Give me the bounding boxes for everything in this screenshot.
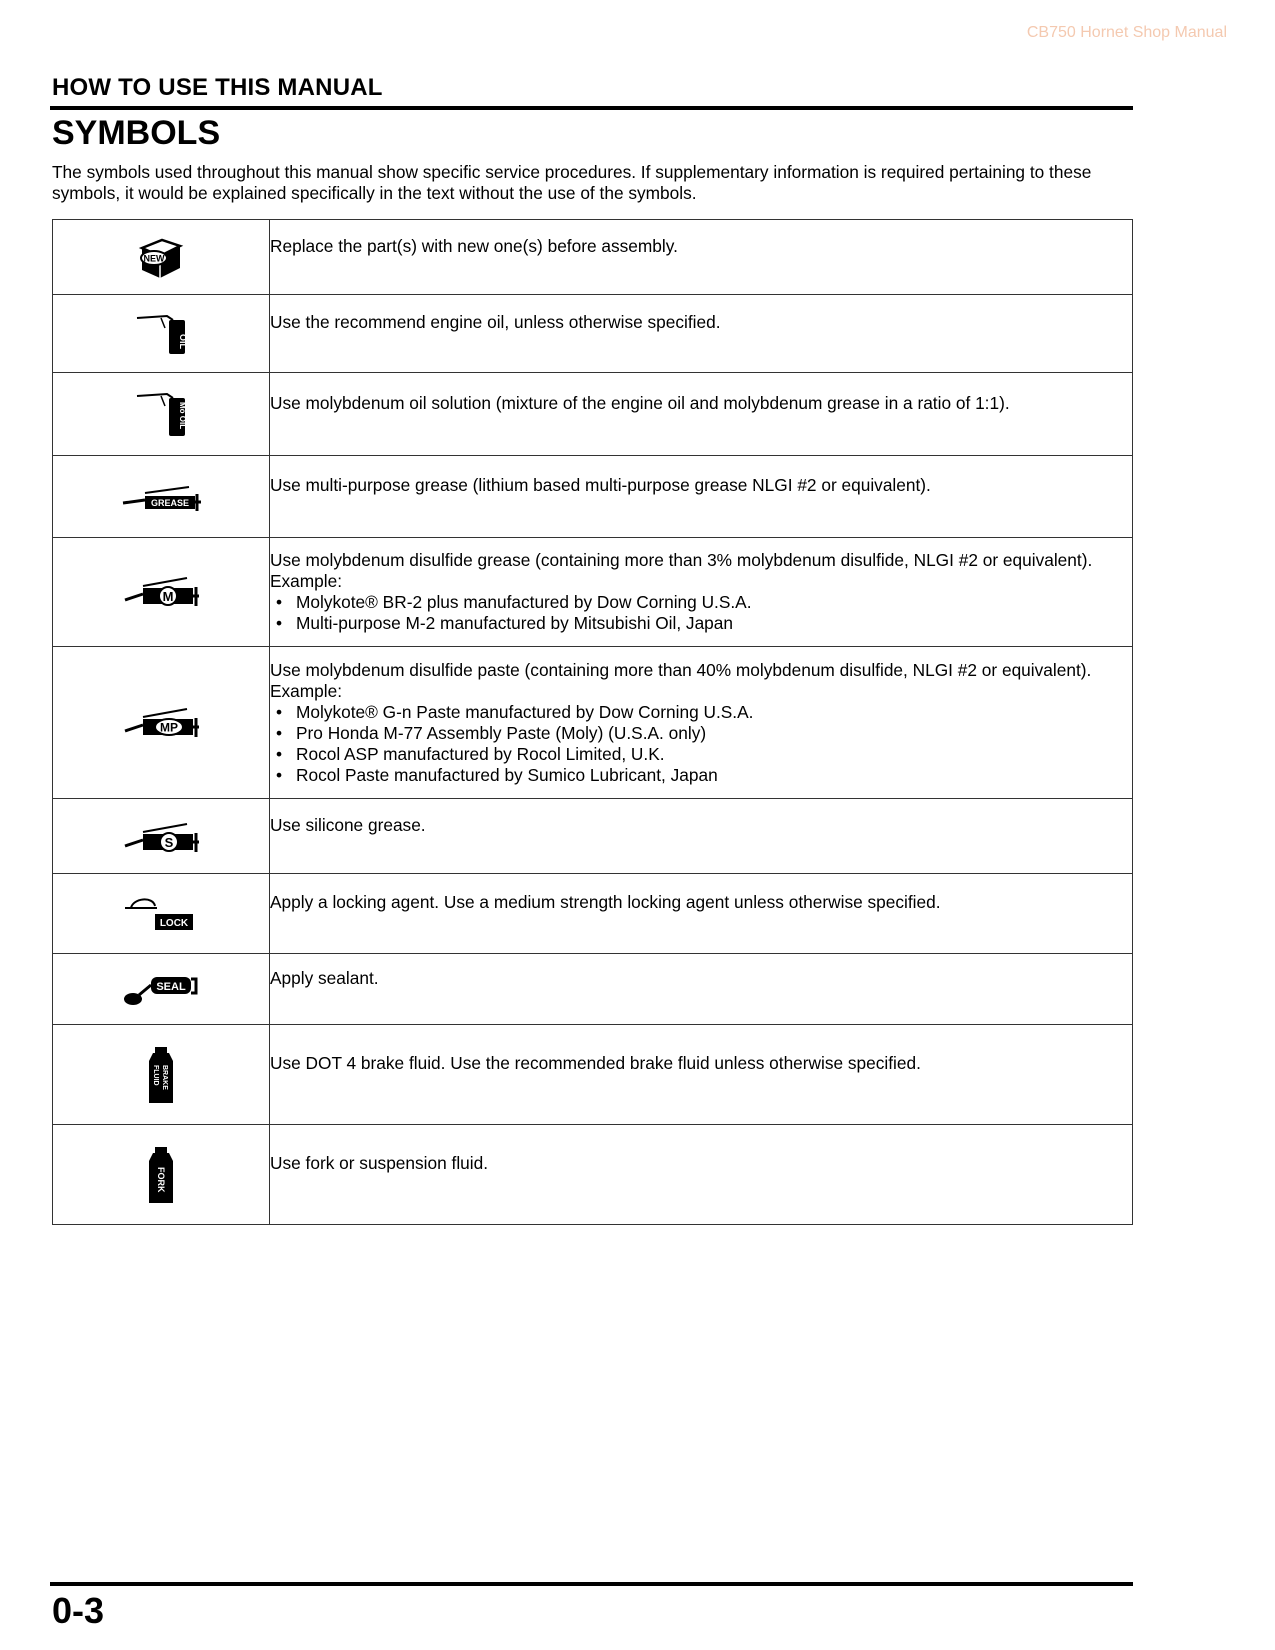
list-item: • Molykote® BR-2 plus manufactured by Dow Corning U.S.A. [270, 592, 1132, 613]
symbol-row [53, 954, 1133, 1025]
icon-cell [53, 874, 270, 954]
intro-paragraph: The symbols used throughout this manual show specific service procedures. If supplementary information is required pertaining to these symbols, it would be explained specifically in the text without the use of the symbols. [52, 162, 1092, 203]
sealant-icon [121, 969, 201, 1009]
new-parts-icon [136, 234, 186, 280]
symbol-row [53, 1125, 1133, 1225]
molybdenum-oil-icon [131, 390, 191, 438]
engine-oil-icon [131, 310, 191, 358]
symbol-row [53, 295, 1133, 373]
symbol-description: Use DOT 4 brake fluid. Use the recommended brake fluid unless otherwise specified. [270, 1025, 1133, 1125]
watermark: CB750 Hornet Shop Manual [1026, 24, 1227, 41]
section-header: HOW TO USE THIS MANUAL [52, 74, 383, 101]
svg-text:FLUID: FLUID [152, 1064, 159, 1086]
symbols-table [52, 219, 1133, 1225]
icon-cell [53, 954, 270, 1025]
symbol-description: Use fork or suspension fluid. [270, 1125, 1133, 1225]
svg-text:OIL: OIL [178, 333, 188, 349]
symbol-description: Use molybdenum oil solution (mixture of the engine oil and molybdenum grease in a ratio of 1:1). [270, 373, 1133, 456]
list-item: • Multi-purpose M-2 manufactured by Mitsubishi Oil, Japan [270, 613, 1132, 634]
symbol-row [53, 373, 1133, 456]
icon-cell [53, 220, 270, 295]
page-number: 0-3 [52, 1590, 105, 1631]
symbol-row [53, 456, 1133, 538]
icon-cell [53, 456, 270, 538]
svg-text:FORK: FORK [156, 1166, 166, 1192]
symbol-description: Use multi-purpose grease (lithium based multi-purpose grease NLGI #2 or equivalent). [270, 456, 1133, 538]
symbol-row [53, 1025, 1133, 1125]
icon-cell [53, 647, 270, 799]
icon-cell [53, 1125, 270, 1225]
svg-text:S: S [164, 835, 174, 850]
svg-text:M: M [162, 589, 174, 604]
symbol-description: Apply sealant. [270, 954, 1133, 1025]
symbol-description: Use silicone grease. [270, 799, 1133, 874]
symbol-description: Replace the part(s) with new one(s) before assembly. [270, 220, 1133, 295]
symbol-row [53, 220, 1133, 295]
svg-text:GREASE: GREASE [150, 497, 190, 508]
icon-cell [53, 799, 270, 874]
brake-fluid-icon [144, 1045, 178, 1105]
symbol-row [53, 874, 1133, 954]
icon-cell [53, 538, 270, 647]
icon-cell [53, 295, 270, 373]
svg-text:NEW: NEW [143, 253, 165, 264]
fork-fluid-icon [144, 1145, 178, 1205]
svg-text:Mo OIL: Mo OIL [178, 402, 187, 430]
svg-text:MP: MP [160, 720, 178, 734]
page-title: SYMBOLS [52, 114, 221, 152]
header-rule [50, 106, 1133, 110]
symbol-row [53, 799, 1133, 874]
symbol-description: Apply a locking agent. Use a medium strength locking agent unless otherwise specified. [270, 874, 1133, 954]
icon-cell [53, 1025, 270, 1125]
list-item: • Rocol ASP manufactured by Rocol Limited, U.K. [270, 744, 1132, 765]
symbol-row [53, 647, 1133, 799]
svg-text:BRAKE: BRAKE [161, 1064, 168, 1090]
symbol-description: Use molybdenum disulfide paste (containing more than 40% molybdenum disulfide, NLGI #2 or equivalent). Example: • Molykote® G-n Paste manufactured by Dow Corning U.S.A. • Pro Honda M-77 Assembly Paste (Moly) (U.S.A. only) • Rocol ASP manufactured by Rocol Limited, U.K. • Rocol Paste manufactured by Sumico Lubricant, Japan [270, 647, 1133, 799]
list-item: • Rocol Paste manufactured by Sumico Lubricant, Japan [270, 765, 1132, 786]
moly-paste-icon [121, 703, 201, 743]
svg-text:SEAL: SEAL [156, 981, 186, 993]
symbol-row [53, 538, 1133, 647]
footer-rule [50, 1582, 1133, 1586]
list-item: • Pro Honda M-77 Assembly Paste (Moly) (U.S.A. only) [270, 723, 1132, 744]
symbol-description: Use the recommend engine oil, unless otherwise specified. [270, 295, 1133, 373]
list-item: • Molykote® G-n Paste manufactured by Dow Corning U.S.A. [270, 702, 1132, 723]
moly-grease-icon [121, 572, 201, 612]
icon-cell [53, 373, 270, 456]
symbol-description: Use molybdenum disulfide grease (containing more than 3% molybdenum disulfide, NLGI #2 or equivalent). Example: • Molykote® BR-2 plus manufactured by Dow Corning U.S.A. • Multi-purpose M-2 manufactured by Mitsubishi Oil, Japan [270, 538, 1133, 647]
silicone-grease-icon [121, 816, 201, 856]
grease-gun-icon [119, 479, 203, 515]
locking-agent-icon [123, 894, 199, 934]
svg-text:LOCK: LOCK [159, 917, 189, 929]
